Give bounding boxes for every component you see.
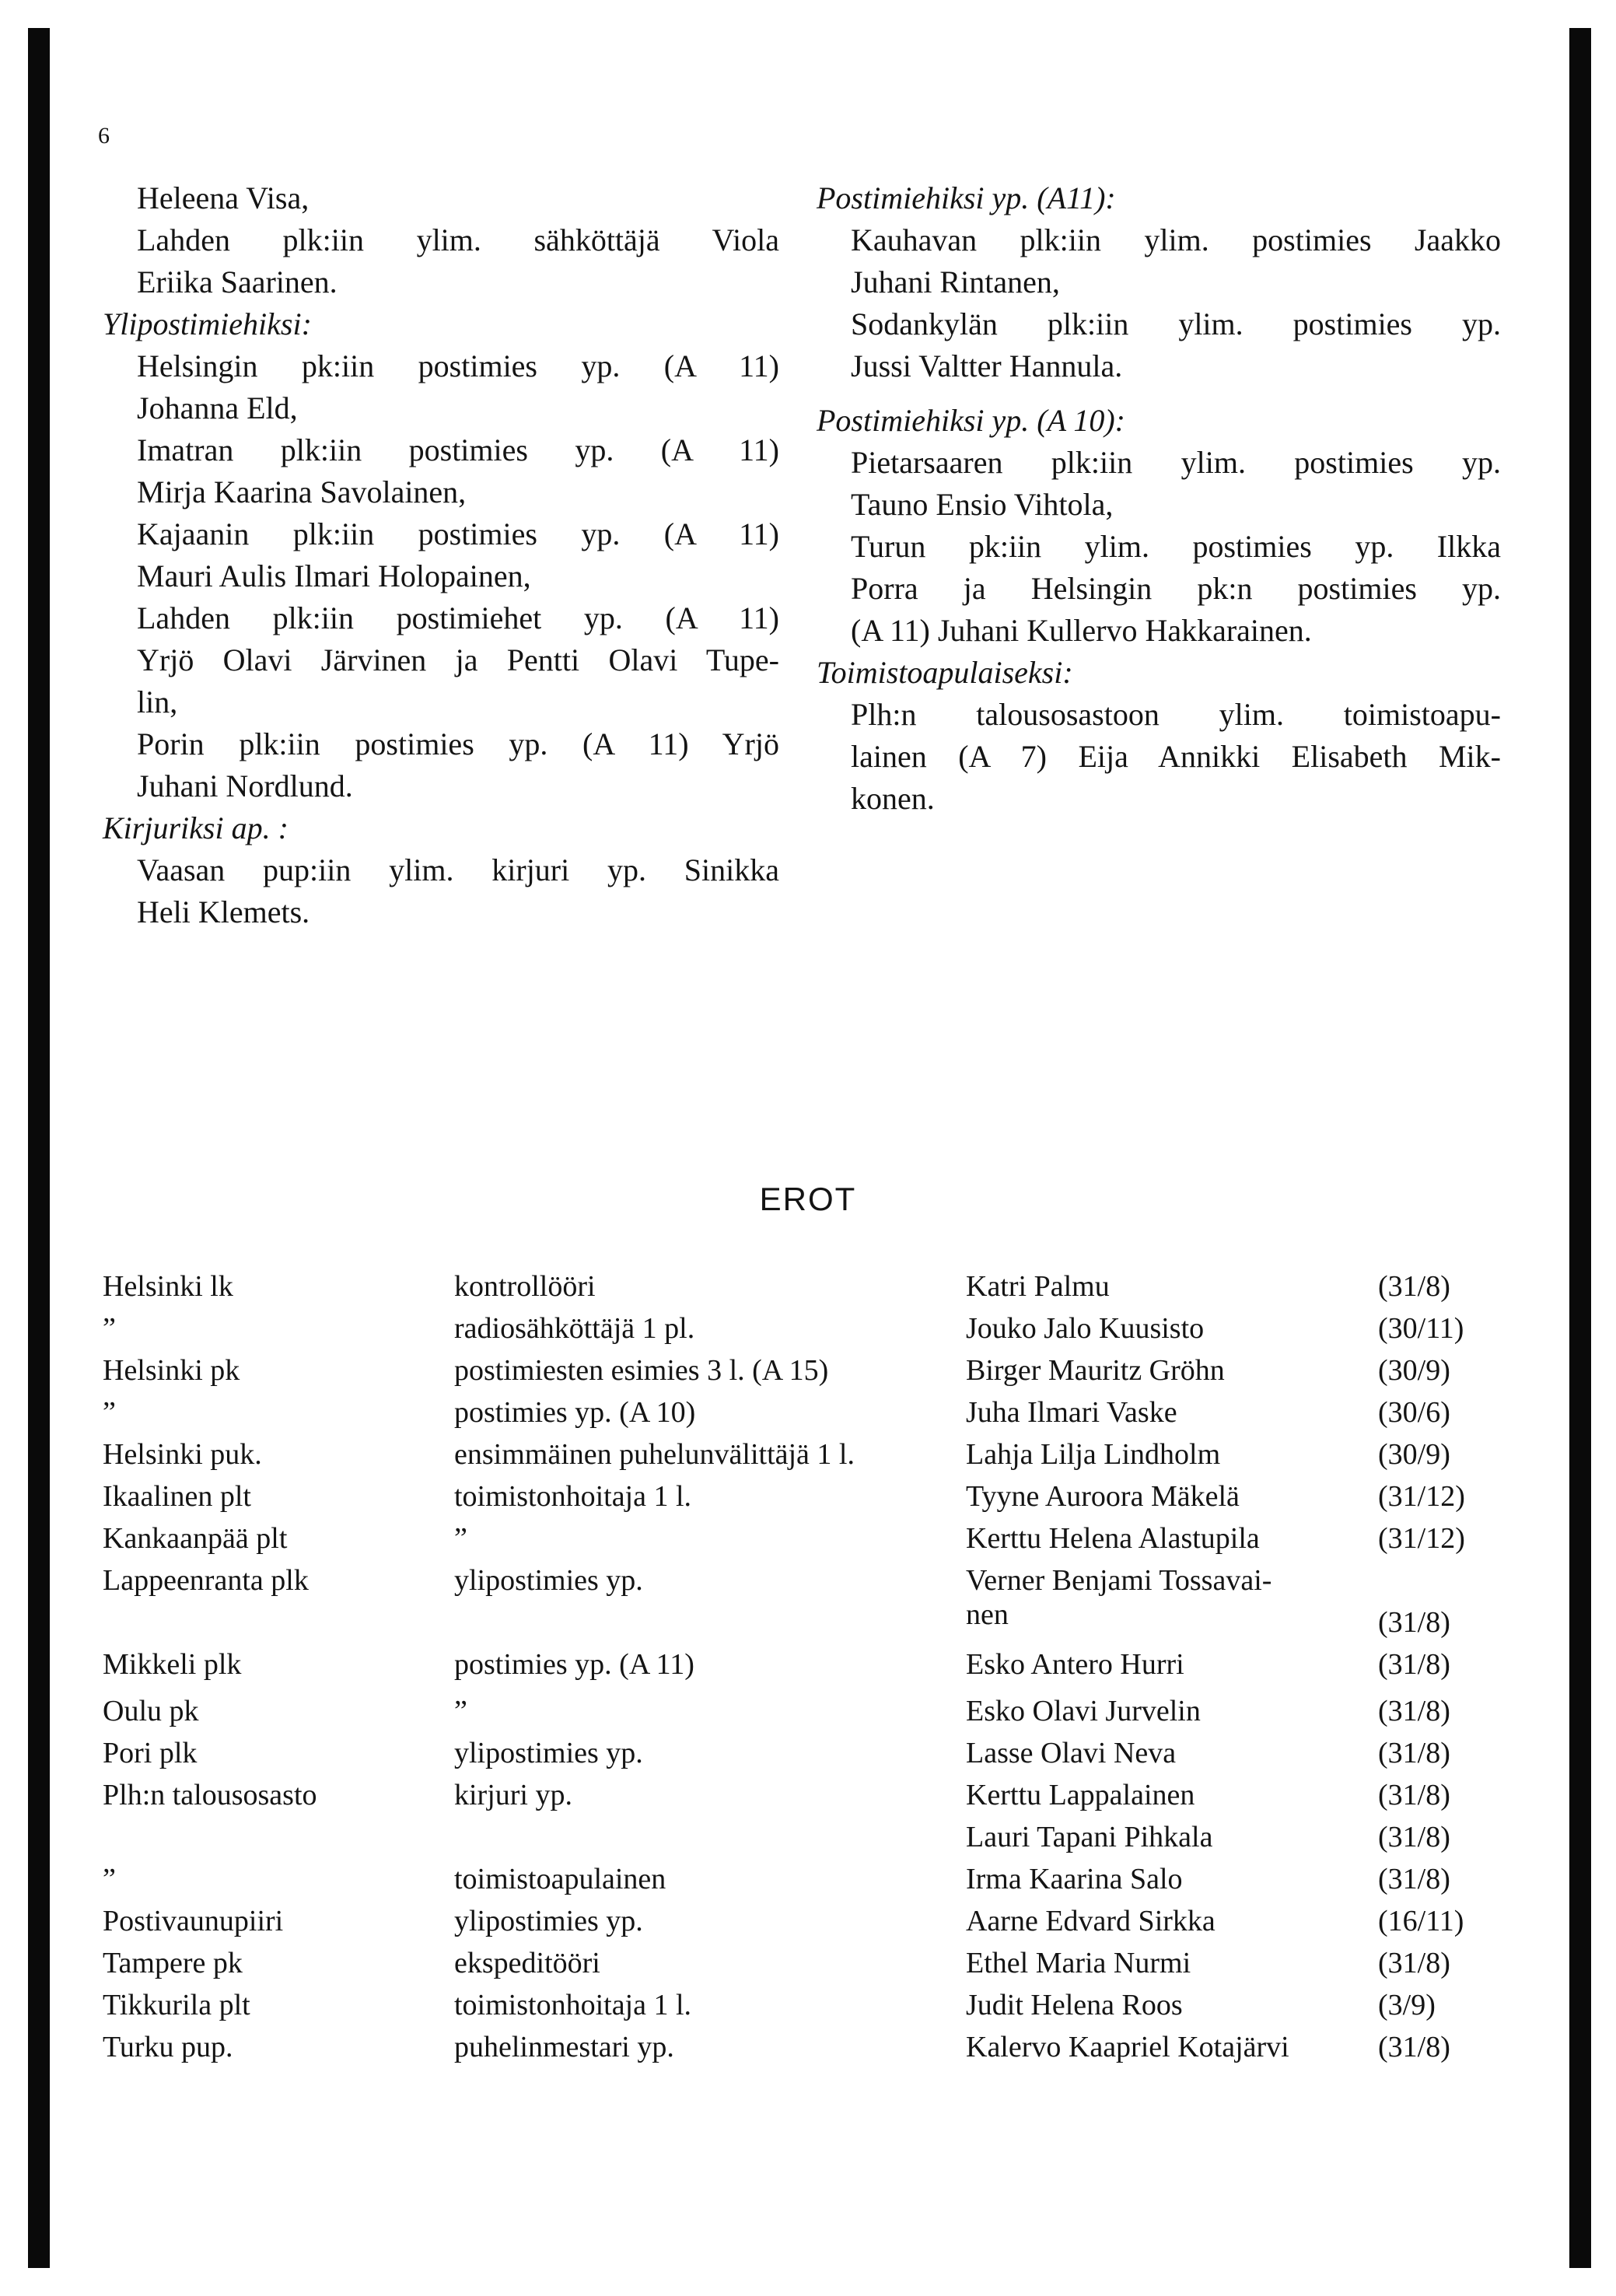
- erot-title-cell: ylipostimies yp.: [454, 1737, 643, 1769]
- entry-line: Kauhavan plk:iin ylim. postimies Jaakko: [851, 222, 1501, 257]
- entry-line: Heleena Visa,: [137, 180, 310, 215]
- erot-title-cell: ylipostimies yp.: [454, 1564, 643, 1597]
- entry-line: Lahden plk:iin postimiehet yp. (A 11): [137, 600, 779, 635]
- erot-date: (31/8): [1378, 2031, 1450, 2063]
- erot-date: (16/11): [1378, 1905, 1464, 1937]
- appointment-entry: [817, 303, 1501, 387]
- appointment-entry: [817, 526, 1501, 652]
- appointment-entry: [103, 429, 779, 513]
- entry-line: Johanna Eld,: [137, 390, 298, 425]
- erot-date: (31/8): [1378, 1270, 1450, 1303]
- entry-line: Turun pk:iin ylim. postimies yp. Ilkka: [851, 529, 1501, 564]
- erot-title-cell: ekspeditööri: [454, 1947, 600, 1979]
- erot-title-cell: toimistonhoitaja 1 l.: [454, 1989, 692, 2021]
- entry-line: Lahden plk:iin ylim. sähköttäjä Viola: [137, 222, 779, 257]
- erot-name: Esko Olavi Jurvelin: [966, 1695, 1201, 1727]
- erot-office: ”: [103, 1312, 116, 1345]
- section-heading: Postimiehiksi yp. (A11):: [817, 180, 1116, 215]
- right-column: [817, 177, 1501, 820]
- erot-title-cell: ”: [454, 1522, 467, 1555]
- erot-office: Tampere pk: [103, 1947, 243, 1979]
- erot-office: Helsinki puk.: [103, 1438, 262, 1471]
- entry-line: Mirja Kaarina Savolainen,: [137, 474, 467, 509]
- appointment-entry: [817, 219, 1501, 303]
- erot-name: Kerttu Helena Alastupila: [966, 1522, 1260, 1555]
- erot-date: (31/8): [1378, 1779, 1450, 1811]
- entry-line: Helsingin pk:iin postimies yp. (A 11): [137, 348, 779, 383]
- erot-name: Esko Antero Hurri: [966, 1648, 1184, 1681]
- appointment-entry: [103, 219, 779, 303]
- section-heading: Kirjuriksi ap. :: [103, 810, 289, 845]
- erot-date: (31/8): [1378, 1737, 1450, 1769]
- erot-office: Ikaalinen plt: [103, 1480, 251, 1513]
- erot-heading: EROT: [759, 1181, 857, 1217]
- erot-office: Tikkurila plt: [103, 1989, 250, 2021]
- erot-office: ”: [103, 1396, 116, 1429]
- erot-name: Juha Ilmari Vaske: [966, 1396, 1177, 1429]
- entry-line: Jussi Valtter Hannula.: [851, 348, 1123, 383]
- appointment-entry: [103, 345, 779, 429]
- entry-line: Juhani Nordlund.: [137, 768, 353, 803]
- appointment-entry: [817, 442, 1501, 526]
- erot-office: Oulu pk: [103, 1695, 199, 1727]
- right-border-bar: [1569, 28, 1591, 2268]
- entry-line: Tauno Ensio Vihtola,: [851, 487, 1114, 522]
- entry-line: Eriika Saarinen.: [137, 264, 338, 299]
- erot-office: Turku pup.: [103, 2031, 233, 2063]
- entry-line: Pietarsaaren plk:iin ylim. postimies yp.: [851, 445, 1501, 480]
- erot-title-cell: radiosähköttäjä 1 pl.: [454, 1312, 695, 1345]
- erot-date: (31/8): [1378, 1695, 1450, 1727]
- erot-title-cell: postimies yp. (A 11): [454, 1648, 694, 1681]
- erot-name: Lahja Lilja Lindholm: [966, 1438, 1221, 1471]
- entry-line: (A 11) Juhani Kullervo Hakkarainen.: [851, 613, 1312, 648]
- entry-line: Porin plk:iin postimies yp. (A 11) Yrjö: [137, 726, 779, 761]
- entry-line: Plh:n talousosastoon ylim. toimistoapu-: [851, 697, 1501, 732]
- erot-title-cell: ensimmäinen puhelunvälittäjä 1 l.: [454, 1438, 855, 1471]
- erot-name: Katri Palmu: [966, 1270, 1110, 1303]
- erot-office: Plh:n talousosasto: [103, 1779, 317, 1811]
- erot-office: Kankaanpää plt: [103, 1522, 288, 1555]
- erot-name: Kerttu Lappalainen: [966, 1779, 1195, 1811]
- erot-name: Ethel Maria Nurmi: [966, 1947, 1191, 1979]
- erot-date: (31/8): [1378, 1606, 1450, 1639]
- page-number: 6: [98, 123, 110, 149]
- left-border-bar: [28, 28, 50, 2268]
- erot-name: Judit Helena Roos: [966, 1989, 1183, 2021]
- erot-date: (31/8): [1378, 1863, 1450, 1895]
- appointment-entry: [103, 177, 779, 219]
- erot-name: Birger Mauritz Gröhn: [966, 1354, 1225, 1387]
- erot-office: Helsinki lk: [103, 1270, 233, 1303]
- erot-name: Lasse Olavi Neva: [966, 1737, 1177, 1769]
- erot-date: (31/8): [1378, 1648, 1450, 1681]
- erot-office: Helsinki pk: [103, 1354, 240, 1387]
- erot-date: (31/8): [1378, 1821, 1450, 1853]
- entry-line: Imatran plk:iin postimies yp. (A 11): [137, 432, 779, 467]
- erot-date: (30/9): [1378, 1438, 1450, 1471]
- erot-title-cell: ylipostimies yp.: [454, 1905, 643, 1937]
- entry-line: Mauri Aulis Ilmari Holopainen,: [137, 558, 531, 593]
- erot-date: (31/12): [1378, 1522, 1465, 1555]
- entry-line: Vaasan pup:iin ylim. kirjuri yp. Sinikka: [137, 852, 779, 887]
- erot-date: (30/9): [1378, 1354, 1450, 1387]
- erot-title-cell: postimiesten esimies 3 l. (A 15): [454, 1354, 829, 1387]
- appointment-entry: [817, 694, 1501, 820]
- erot-date: (30/11): [1378, 1312, 1464, 1345]
- entry-line: Sodankylän plk:iin ylim. postimies yp.: [851, 306, 1501, 341]
- section-heading: Ylipostimiehiksi:: [103, 306, 312, 341]
- erot-date: (31/12): [1378, 1480, 1465, 1513]
- entry-line: Heli Klemets.: [137, 894, 310, 929]
- erot-title-cell: toimistonhoitaja 1 l.: [454, 1480, 692, 1513]
- erot-title-cell: puhelinmestari yp.: [454, 2031, 674, 2063]
- erot-title-cell: ”: [454, 1695, 467, 1727]
- erot-office: ”: [103, 1863, 116, 1895]
- appointment-entry: [103, 597, 779, 723]
- entry-line: Juhani Rintanen,: [851, 264, 1060, 299]
- erot-office: Postivaunupiiri: [103, 1905, 284, 1937]
- entry-line: Porra ja Helsingin pk:n postimies yp.: [851, 571, 1501, 606]
- entry-line: konen.: [851, 781, 935, 816]
- erot-title-cell: postimies yp. (A 10): [454, 1396, 696, 1429]
- erot-office: Mikkeli plk: [103, 1648, 242, 1681]
- erot-name: Tyyne Auroora Mäkelä: [966, 1480, 1240, 1513]
- appointment-entry: [103, 513, 779, 597]
- entry-line: Kajaanin plk:iin postimies yp. (A 11): [137, 516, 779, 551]
- appointment-entry: [103, 723, 779, 807]
- erot-date: (30/6): [1378, 1396, 1450, 1429]
- erot-title-cell: kontrollööri: [454, 1270, 596, 1303]
- section-heading: Toimistoapulaiseksi:: [817, 655, 1073, 690]
- erot-name: Jouko Jalo Kuusisto: [966, 1312, 1205, 1345]
- left-column: [103, 177, 779, 933]
- entry-line: lin,: [137, 684, 178, 719]
- erot-name-continuation: nen: [966, 1598, 1009, 1631]
- erot-name: Lauri Tapani Pihkala: [966, 1821, 1213, 1853]
- appointment-entry: [103, 849, 779, 933]
- erot-office: Lappeenranta plk: [103, 1564, 309, 1597]
- erot-name: Verner Benjami Tossavai- nen: [966, 1564, 1272, 1631]
- section-heading: Postimiehiksi yp. (A 10):: [817, 403, 1125, 438]
- erot-name: Kalervo Kaapriel Kotajärvi: [966, 2031, 1289, 2063]
- erot-name: Aarne Edvard Sirkka: [966, 1905, 1215, 1937]
- entry-line: lainen (A 7) Eija Annikki Elisabeth Mik-: [851, 739, 1501, 774]
- erot-title-cell: toimistoapulainen: [454, 1863, 666, 1895]
- erot-date: (31/8): [1378, 1947, 1450, 1979]
- erot-name: Irma Kaarina Salo: [966, 1863, 1183, 1895]
- erot-office: Pori plk: [103, 1737, 198, 1769]
- erot-title-cell: kirjuri yp.: [454, 1779, 572, 1811]
- erot-date: (3/9): [1378, 1989, 1436, 2021]
- entry-line: Yrjö Olavi Järvinen ja Pentti Olavi Tupe-: [137, 642, 779, 677]
